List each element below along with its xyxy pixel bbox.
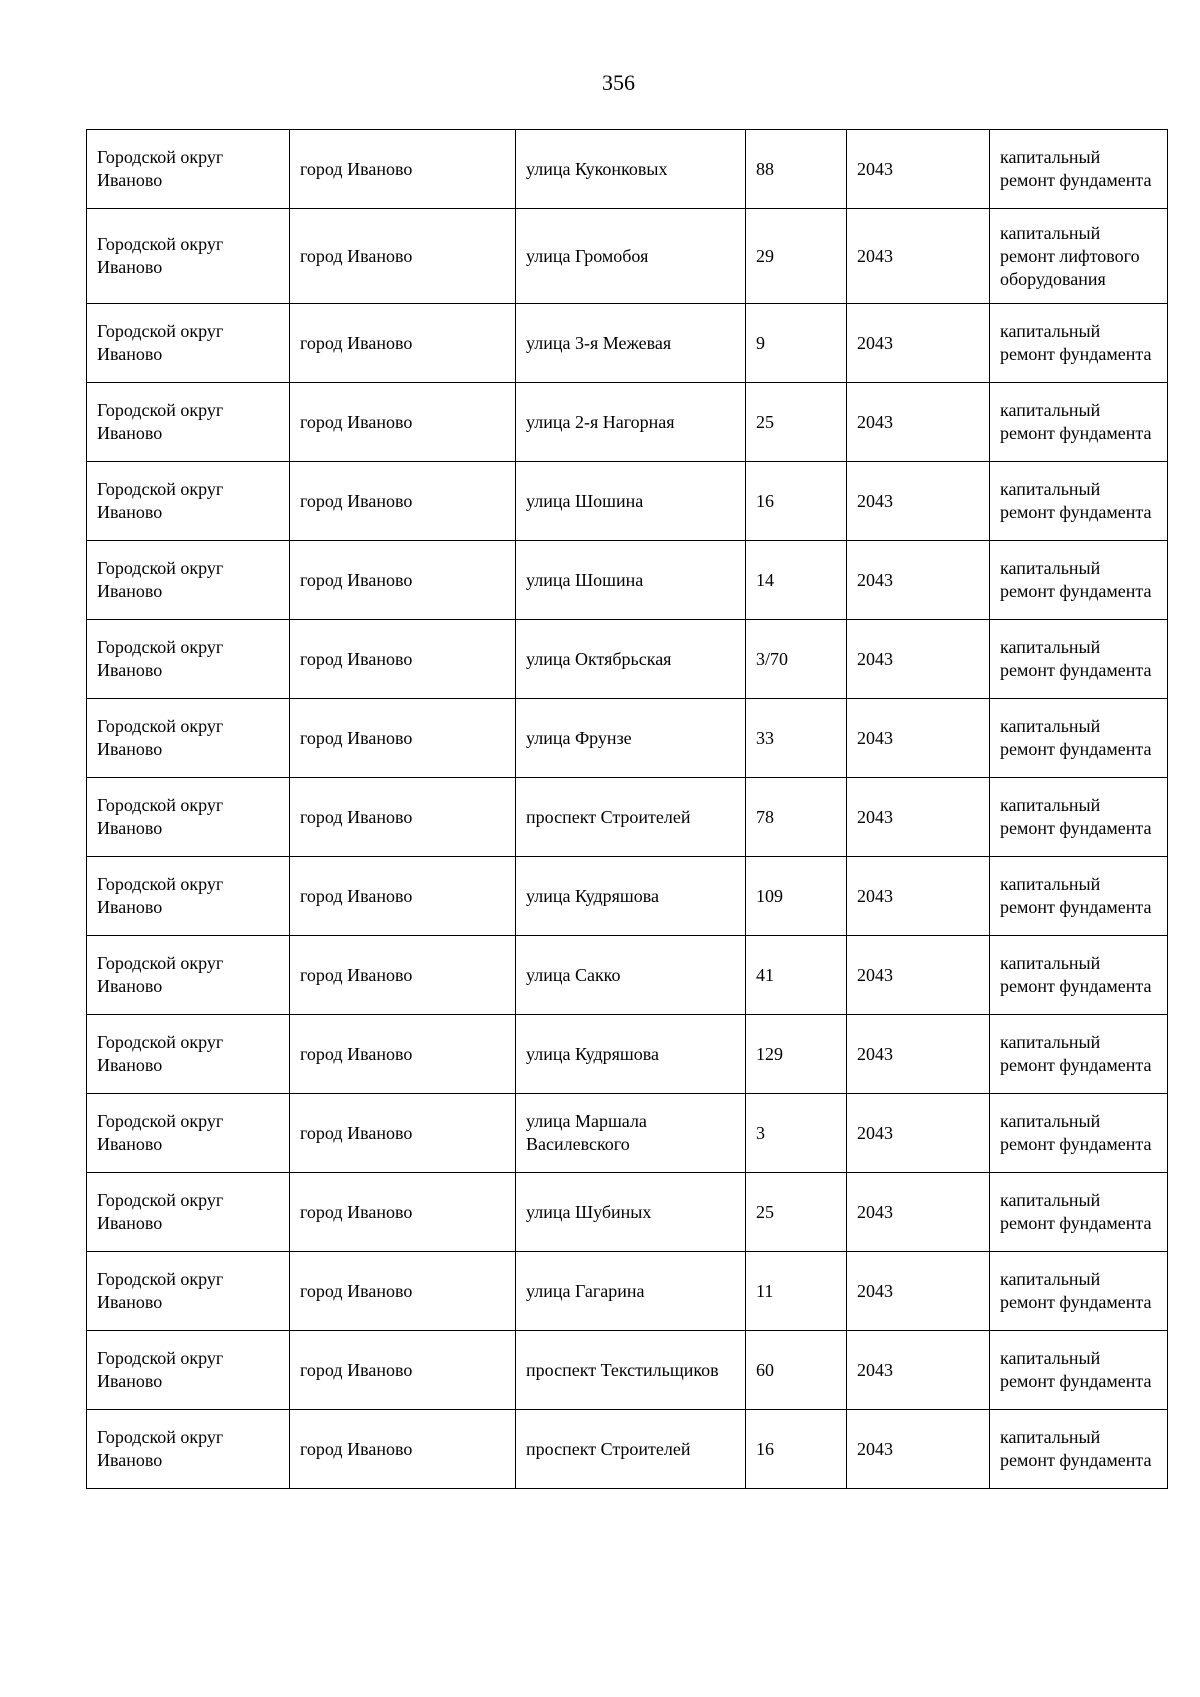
house-cell: 3/70 [746,620,847,699]
house-cell: 14 [746,541,847,620]
table-body [87,130,1168,1489]
house-cell: 88 [746,130,847,209]
municipality-cell: Городской округ Иваново [87,1015,290,1094]
table-row [87,936,1168,1015]
street-cell: улица Шошина [516,541,746,620]
work-type-cell: капитальный ремонт фундамента [990,699,1168,778]
table-row [87,383,1168,462]
work-type-cell: капитальный ремонт фундамента [990,857,1168,936]
house-cell: 16 [746,462,847,541]
house-cell: 16 [746,1410,847,1489]
locality-cell: город Иваново [290,857,516,936]
work-type-cell: капитальный ремонт фундамента [990,130,1168,209]
table-row [87,1331,1168,1410]
table-row [87,1015,1168,1094]
work-type-cell: капитальный ремонт фундамента [990,1015,1168,1094]
street-cell: улица Гагарина [516,1252,746,1331]
street-cell: улица Куконковых [516,130,746,209]
house-cell: 25 [746,1173,847,1252]
work-type-cell: капитальный ремонт фундамента [990,1094,1168,1173]
street-cell: проспект Текстильщиков [516,1331,746,1410]
house-cell: 41 [746,936,847,1015]
municipality-cell: Городской округ Иваново [87,541,290,620]
table-row [87,304,1168,383]
year-cell: 2043 [847,304,990,383]
municipality-cell: Городской округ Иваново [87,383,290,462]
municipality-cell: Городской округ Иваново [87,130,290,209]
street-cell: проспект Строителей [516,1410,746,1489]
house-cell: 78 [746,778,847,857]
house-cell: 25 [746,383,847,462]
work-type-cell: капитальный ремонт фундамента [990,1410,1168,1489]
municipality-cell: Городской округ Иваново [87,936,290,1015]
locality-cell: город Иваново [290,462,516,541]
street-cell: улица Сакко [516,936,746,1015]
table-row [87,778,1168,857]
house-cell: 109 [746,857,847,936]
year-cell: 2043 [847,699,990,778]
table-row [87,1410,1168,1489]
year-cell: 2043 [847,1173,990,1252]
house-cell: 9 [746,304,847,383]
municipality-cell: Городской округ Иваново [87,778,290,857]
municipality-cell: Городской округ Иваново [87,620,290,699]
municipality-cell: Городской округ Иваново [87,1252,290,1331]
locality-cell: город Иваново [290,1410,516,1489]
house-cell: 60 [746,1331,847,1410]
municipality-cell: Городской округ Иваново [87,1173,290,1252]
municipality-cell: Городской округ Иваново [87,304,290,383]
work-type-cell: капитальный ремонт фундамента [990,1173,1168,1252]
year-cell: 2043 [847,1252,990,1331]
work-type-cell: капитальный ремонт фундамента [990,541,1168,620]
year-cell: 2043 [847,1094,990,1173]
year-cell: 2043 [847,857,990,936]
locality-cell: город Иваново [290,936,516,1015]
table-row [87,857,1168,936]
locality-cell: город Иваново [290,1331,516,1410]
year-cell: 2043 [847,383,990,462]
house-cell: 11 [746,1252,847,1331]
house-cell: 29 [746,209,847,304]
municipality-cell: Городской округ Иваново [87,1094,290,1173]
table-row [87,462,1168,541]
year-cell: 2043 [847,620,990,699]
locality-cell: город Иваново [290,1173,516,1252]
table-row [87,1094,1168,1173]
municipality-cell: Городской округ Иваново [87,209,290,304]
year-cell: 2043 [847,462,990,541]
locality-cell: город Иваново [290,1094,516,1173]
work-type-cell: капитальный ремонт фундамента [990,1252,1168,1331]
year-cell: 2043 [847,130,990,209]
municipality-cell: Городской округ Иваново [87,857,290,936]
work-type-cell: капитальный ремонт фундамента [990,1331,1168,1410]
year-cell: 2043 [847,936,990,1015]
locality-cell: город Иваново [290,620,516,699]
year-cell: 2043 [847,1331,990,1410]
work-type-cell: капитальный ремонт фундамента [990,620,1168,699]
work-type-cell: капитальный ремонт фундамента [990,304,1168,383]
table-row [87,620,1168,699]
street-cell: улица Громобоя [516,209,746,304]
work-type-cell: капитальный ремонт фундамента [990,778,1168,857]
street-cell: улица Кудряшова [516,1015,746,1094]
table-row [87,699,1168,778]
street-cell: улица Маршала Василевского [516,1094,746,1173]
year-cell: 2043 [847,209,990,304]
work-type-cell: капитальный ремонт фундамента [990,936,1168,1015]
work-type-cell: капитальный ремонт лифтового оборудования [990,209,1168,304]
work-type-cell: капитальный ремонт фундамента [990,383,1168,462]
street-cell: улица 2-я Нагорная [516,383,746,462]
house-cell: 129 [746,1015,847,1094]
locality-cell: город Иваново [290,130,516,209]
locality-cell: город Иваново [290,1015,516,1094]
locality-cell: город Иваново [290,1252,516,1331]
municipality-cell: Городской округ Иваново [87,1410,290,1489]
locality-cell: город Иваново [290,383,516,462]
repair-schedule-table [86,129,1168,1489]
street-cell: улица Шубиных [516,1173,746,1252]
street-cell: улица Шошина [516,462,746,541]
table-row [87,541,1168,620]
locality-cell: город Иваново [290,304,516,383]
street-cell: улица Фрунзе [516,699,746,778]
table-row [87,209,1168,304]
locality-cell: город Иваново [290,778,516,857]
house-cell: 33 [746,699,847,778]
locality-cell: город Иваново [290,699,516,778]
street-cell: улица 3-я Межевая [516,304,746,383]
table-row [87,1252,1168,1331]
table-row [87,130,1168,209]
street-cell: улица Кудряшова [516,857,746,936]
municipality-cell: Городской округ Иваново [87,1331,290,1410]
house-cell: 3 [746,1094,847,1173]
year-cell: 2043 [847,1015,990,1094]
municipality-cell: Городской округ Иваново [87,462,290,541]
year-cell: 2043 [847,778,990,857]
work-type-cell: капитальный ремонт фундамента [990,462,1168,541]
locality-cell: город Иваново [290,209,516,304]
locality-cell: город Иваново [290,541,516,620]
year-cell: 2043 [847,1410,990,1489]
municipality-cell: Городской округ Иваново [87,699,290,778]
street-cell: проспект Строителей [516,778,746,857]
table-row [87,1173,1168,1252]
street-cell: улица Октябрьская [516,620,746,699]
page-number: 356 [602,70,635,95]
year-cell: 2043 [847,541,990,620]
